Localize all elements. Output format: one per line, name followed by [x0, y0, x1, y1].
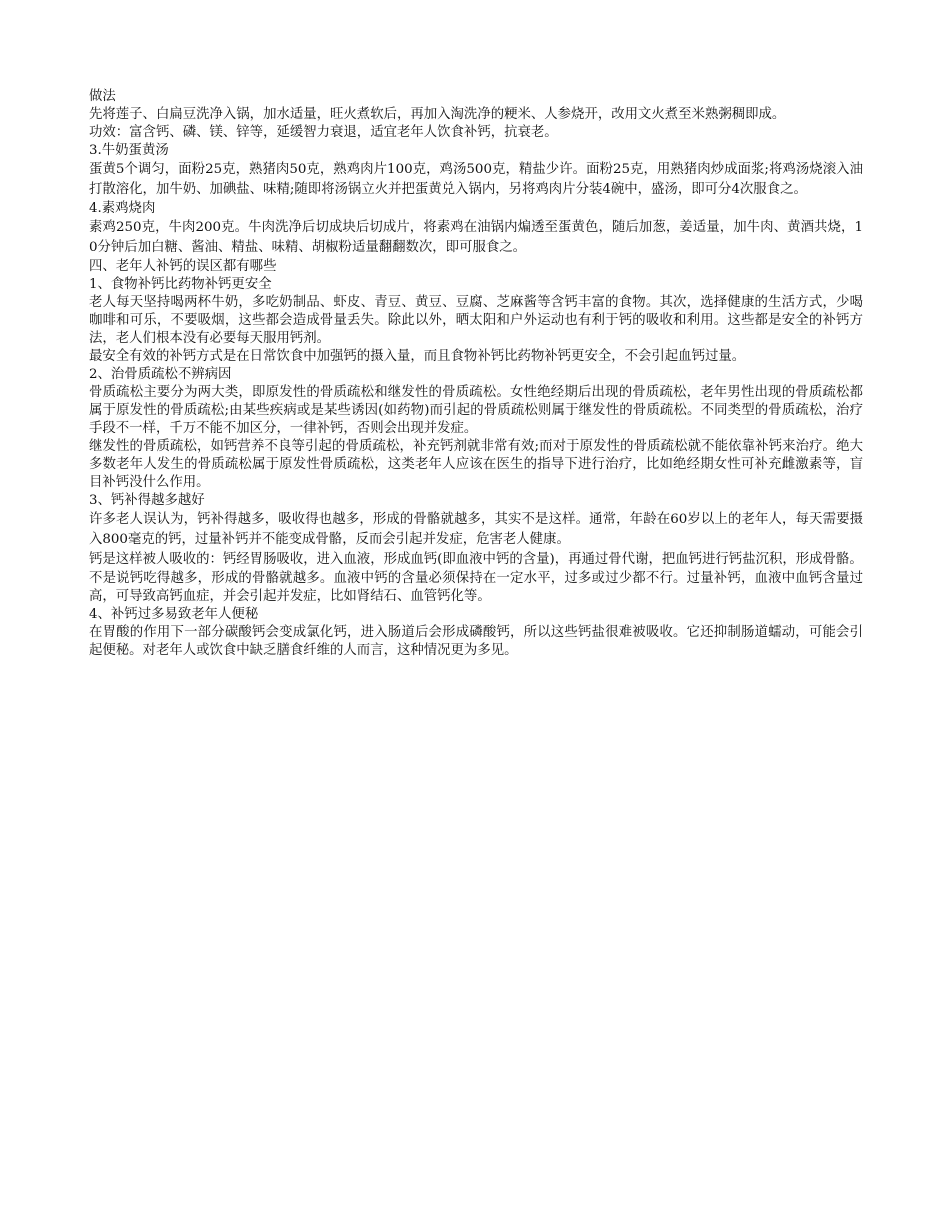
paragraph-constipation: 在胃酸的作用下一部分碳酸钙会变成氯化钙，进入肠道后会形成磷酸钙，所以这些钙盐很难被吸收。它还抑制肠道蠕动，可能会引起便秘。对老年人或饮食中缺乏膳食纤维的人而言，这种情况更为多见。	[89, 625, 863, 658]
subheading-constipation: 4、补钙过多易致老年人便秘	[89, 607, 259, 622]
paragraph-osteoporosis-2: 继发性的骨质疏松，如钙营养不良等引起的骨质疏松，补充钙剂就非常有效;而对于原发性的骨质疏松就不能依靠补钙来治疗。绝大多数老年人发生的骨质疏松属于原发性骨质疏松，这类老年人应该在医生的指导下进行治疗，比如绝经期女性可补充雌激素等，盲目补钙没什么作用。	[89, 439, 863, 490]
section-heading-misconceptions: 四、老年人补钙的误区都有哪些	[89, 259, 277, 274]
subheading-osteoporosis-cause: 2、治骨质疏松不辨病因	[89, 367, 232, 382]
paragraph-food-vs-drug-1: 老人每天坚持喝两杯牛奶，多吃奶制品、虾皮、青豆、黄豆、豆腐、芝麻酱等含钙丰富的食物。其次，选择健康的生活方式，少喝咖啡和可乐，不要吸烟，这些都会造成骨量丢失。除此以外，晒太阳和户外运动也有利于钙的吸收和利用。这些都是安全的补钙方法，老人们根本没有必要每天服用钙剂。	[89, 295, 863, 346]
paragraph-more-is-better-1: 许多老人误认为，钙补得越多，吸收得也越多，形成的骨骼就越多，其实不是这样。通常，年龄在60岁以上的老年人，每天需要摄入800毫克的钙，过量补钙并不能变成骨骼，反而会引起并发症，危害老人健康。	[89, 512, 863, 547]
recipe-heading-milk-yolk-soup: 3.牛奶蛋黄汤	[89, 143, 169, 158]
paragraph-osteoporosis-1: 骨质疏松主要分为两大类，即原发性的骨质疏松和继发性的骨质疏松。女性绝经期后出现的骨质疏松，老年男性出现的骨质疏松都属于原发性的骨质疏松;由某些疾病或是某些诱因(如药物)而引起的骨质疏松则属于继发性的骨质疏松。不同类型的骨质疏松，治疗手段不一样，千万不能不加区分，一律补钙，否则会出现并发症。	[89, 385, 863, 436]
paragraph-food-vs-drug-2: 最安全有效的补钙方式是在日常饮食中加强钙的摄入量，而且食物补钙比药物补钙更安全，不会引起血钙过量。	[89, 349, 746, 364]
document-body	[89, 88, 863, 660]
subheading-more-is-better: 3、钙补得越多越好	[89, 493, 205, 508]
subheading-food-vs-drug: 1、食物补钙比药物补钙更安全	[89, 277, 272, 292]
paragraph-more-is-better-2: 钙是这样被人吸收的：钙经胃肠吸收，进入血液，形成血钙(即血液中钙的含量)，再通过骨代谢，把血钙进行钙盐沉积，形成骨骼。	[89, 552, 863, 567]
paragraph-vegetarian-chicken-beef: 素鸡250克，牛肉200克。牛肉洗净后切成块后切成片，将素鸡在油锅内煸透至蛋黄色，随后加葱，姜适量，加牛肉、黄酒共烧，10分钟后加白糖、酱油、精盐、味精、胡椒粉适量翻翻数次，即可服食之。	[89, 220, 863, 255]
paragraph-more-is-better-3: 不是说钙吃得越多，形成的骨骼就越多。血液中钙的含量必须保持在一定水平，过多或过少都不行。过量补钙，血液中血钙含量过高，可导致高钙血症，并会引起并发症，比如肾结石、血管钙化等。	[89, 571, 863, 604]
paragraph-milk-yolk-soup: 蛋黄5个调匀，面粉25克，熟猪肉50克，熟鸡肉片100克，鸡汤500克，精盐少许。面粉25克，用熟猪肉炒成面浆;将鸡汤烧滚入油打散溶化，加牛奶、加碘盐、味精;随即将汤锅立火并把蛋黄兑入锅内，另将鸡肉片分装4碗中，盛汤，即可分4次服食之。	[89, 162, 863, 197]
recipe-heading-vegetarian-chicken-beef: 4.素鸡烧肉	[89, 201, 156, 216]
paragraph-method: 先将莲子、白扁豆洗净入锅，加水适量，旺火煮软后，再加入淘洗净的粳米、人参烧开，改用文火煮至米熟粥稠即成。	[89, 107, 786, 122]
paragraph-effect: 功效：富含钙、磷、镁、锌等，延缓智力衰退，适宜老年人饮食补钙，抗衰老。	[89, 125, 558, 140]
section-heading-method: 做法	[89, 89, 116, 104]
